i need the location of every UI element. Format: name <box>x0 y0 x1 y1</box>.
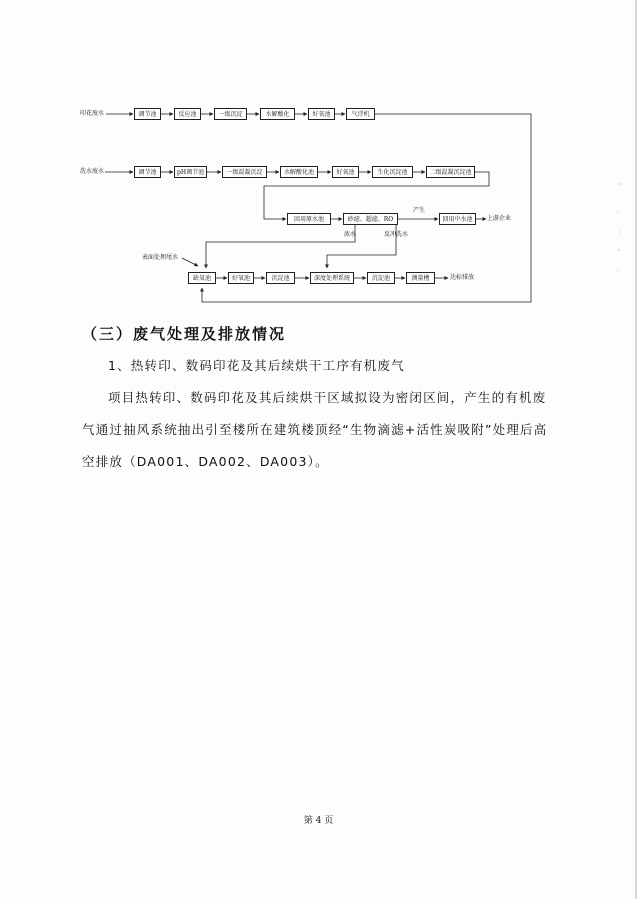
body-line: 项目热转印、数码印花及其后续烘干区域拟设为密闭区间，产生的有机废 <box>108 390 547 405</box>
scan-specks <box>612 180 626 290</box>
concentrate-label: 浓水 <box>344 231 357 238</box>
surface-treatment-source: 表面处理尾水 <box>142 254 179 261</box>
process-box: 气浮机 <box>346 108 375 120</box>
upstream-enterprise-label: 上游企业 <box>487 215 512 222</box>
process-box: 反应池 <box>174 108 201 120</box>
body-line: 气通过抽风系统抽出引至楼所在建筑楼顶经“生物滴滤+活性炭吸附”处理后高 <box>82 422 548 437</box>
process-box: 二级混凝沉淀池 <box>426 166 475 178</box>
process-box: 沉淀池 <box>367 272 395 284</box>
process-box: 砂滤、超滤、RO <box>343 213 398 225</box>
discharge-label: 达标排放 <box>450 274 475 281</box>
backwash-label: 反冲洗水 <box>384 231 409 238</box>
source-washing-wastewater: 洗水废水 <box>80 168 105 175</box>
process-box: 调节池 <box>134 166 161 178</box>
section-heading: （三）废气处理及排放情况 <box>82 325 287 343</box>
process-box: 一级沉淀 <box>214 108 247 120</box>
page-number: 第 4 页 <box>303 816 334 826</box>
process-box: 生化沉淀池 <box>372 166 413 178</box>
process-box: 调节池 <box>134 108 161 120</box>
process-box: 一级混凝沉淀 <box>222 166 267 178</box>
process-box: 回用中水池 <box>439 213 476 225</box>
process-box: 缺氧池 <box>188 272 216 284</box>
process-box: 沉淀池 <box>266 272 295 284</box>
process-box: 好氧池 <box>308 108 335 120</box>
process-box: 回用原水池 <box>287 213 331 225</box>
product-label: 产生 <box>413 207 426 214</box>
process-box: 水解酸化池 <box>280 166 318 178</box>
process-box: 好氧池 <box>332 166 359 178</box>
source-printing-wastewater: 印花废水 <box>80 110 105 117</box>
process-box: 测量槽 <box>406 272 435 284</box>
subheading: 1、热转印、数码印花及其后续烘干工序有机废气 <box>108 358 405 373</box>
body-line: 空排放（DA001、DA002、DA003）。 <box>82 454 329 469</box>
process-box: 水解酸化 <box>260 108 295 120</box>
process-box: pH调节池 <box>174 166 207 178</box>
process-box: 深度处理系统 <box>310 272 354 284</box>
process-box: 好氧池 <box>228 272 254 284</box>
